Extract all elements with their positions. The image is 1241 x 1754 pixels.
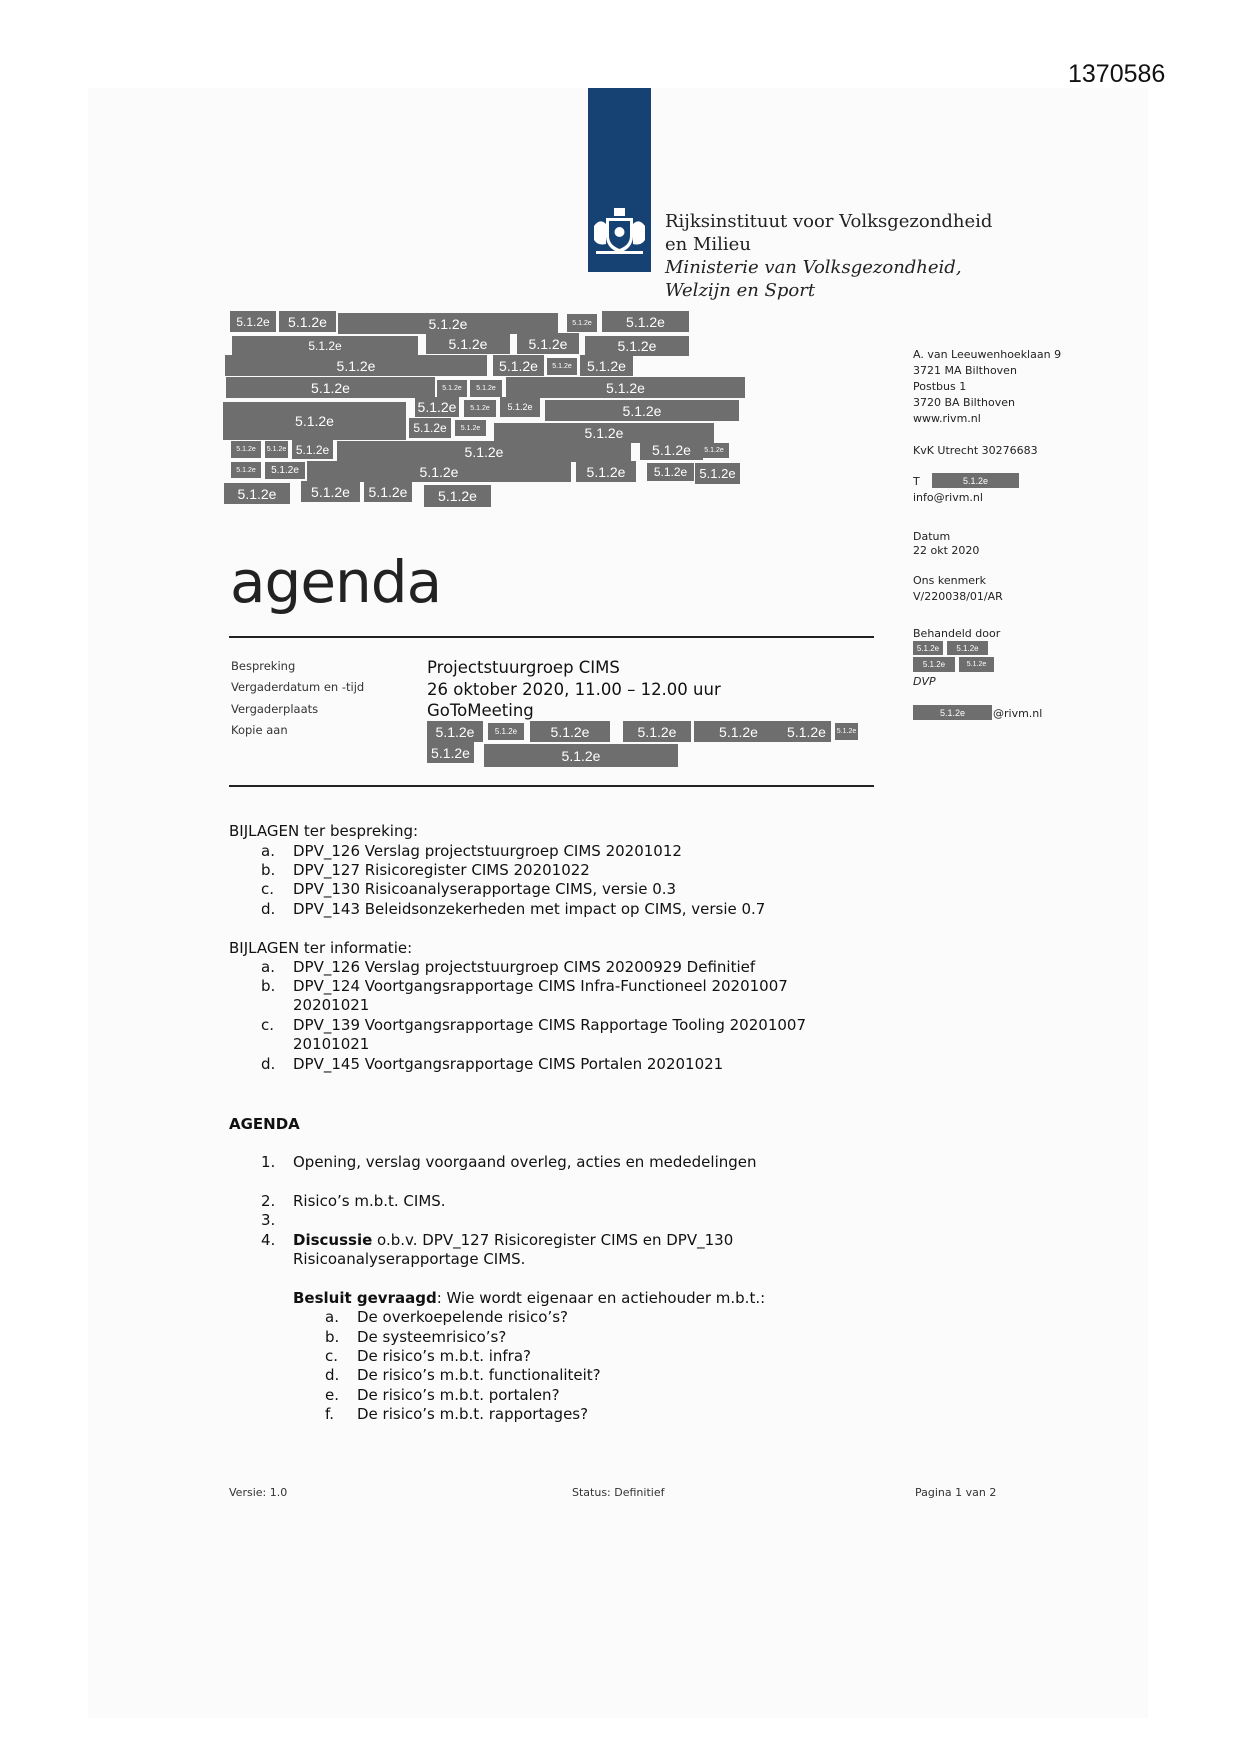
list-item-cont: 20101021 [293,1035,370,1053]
ministry-line-1: Ministerie van Volksgezondheid, [665,257,962,278]
address-line: Postbus 1 [913,380,967,393]
list-item: DPV_145 Voortgangsrapportage CIMS Portalen 20201021 [293,1055,724,1073]
email-link[interactable]: info@rivm.nl [913,491,983,504]
redaction: 5.1.2e [279,311,336,332]
redaction: 5.1.2e [488,723,524,740]
redaction: 5.1.2e [437,380,467,397]
redaction: 5.1.2e [307,461,571,482]
redaction: 5.1.2e [647,463,694,481]
address-line: 3720 BA Bilthoven [913,396,1015,409]
meeting-location: GoToMeeting [427,701,534,720]
org-line-2: en Milieu [665,234,751,255]
redaction: 5.1.2e [470,380,502,397]
redaction: 5.1.2e [913,657,955,672]
redaction: 5.1.2e [337,441,631,462]
label-datum: Vergaderdatum en -tijd [231,680,365,694]
redaction: 5.1.2e [545,400,739,421]
redaction: 5.1.2e [517,333,579,354]
page-title: agenda [230,548,442,616]
datum-value: 22 okt 2020 [913,544,980,557]
datum-label: Datum [913,530,951,543]
agenda-number: 1. [261,1153,276,1171]
divider [229,785,874,787]
redaction: 5.1.2e [585,336,689,356]
list-letter: b. [261,861,276,879]
document-number: 1370586 [1068,60,1166,88]
redaction: 5.1.2e [427,721,483,742]
discussie-text: o.b.v. DPV_127 Risicoregister CIMS en DPV_130 [372,1231,734,1249]
redaction: 5.1.2e [232,336,418,356]
agenda-heading: AGENDA [229,1115,300,1133]
redaction: 5.1.2e [464,400,496,417]
list-letter: a. [261,842,275,860]
list-item: DPV_124 Voortgangsrapportage CIMS Infra-Functioneel 20201007 [293,977,788,995]
redaction: 5.1.2e [567,314,597,332]
phone-label: T [913,475,920,488]
redaction: 5.1.2e [695,463,740,484]
discussie-bold: Discussie [293,1231,373,1249]
redaction: 5.1.2e [913,705,992,720]
redaction: 5.1.2e [230,311,276,332]
footer-pagina: Pagina 1 van 2 [915,1486,997,1499]
list-letter: c. [261,880,275,898]
crest-icon [592,206,647,256]
list-item: De risico’s m.b.t. portalen? [357,1386,560,1404]
redaction: 5.1.2e [602,311,689,332]
redaction: 5.1.2e [913,641,943,655]
list-letter: c. [261,1016,275,1034]
redaction: 5.1.2e [231,462,261,478]
list-item: De risico’s m.b.t. functionaliteit? [357,1366,601,1384]
list-letter: d. [325,1366,340,1384]
address-line: A. van Leeuwenhoeklaan 9 [913,348,1062,361]
behandeld-label: Behandeld door [913,627,1001,640]
kenmerk-label: Ons kenmerk [913,574,986,587]
redaction: 5.1.2e [494,423,714,443]
redaction: 5.1.2e [455,420,486,436]
redaction: 5.1.2e [493,355,544,376]
redaction: 5.1.2e [699,443,729,458]
redaction: 5.1.2e [426,333,510,354]
list-item: DPV_126 Verslag projectstuurgroep CIMS 20200929 Definitief [293,958,756,976]
department: DVP [913,675,936,688]
redaction: 5.1.2e [224,483,290,504]
redaction: 5.1.2e [415,397,459,417]
redaction: 5.1.2e [500,397,540,417]
redaction: 5.1.2e [484,744,678,767]
organisation-name [665,210,992,302]
redaction: 5.1.2e [506,377,745,398]
redaction: 5.1.2e [576,461,636,482]
besluit-text: : Wie wordt eigenaar en actiehouder m.b.t.: [436,1289,766,1307]
redaction: 5.1.2e [364,481,412,502]
besluit-bold: Besluit gevraagd [293,1289,437,1307]
address-block [913,347,1061,427]
redaction: 5.1.2e [292,440,333,459]
redaction: 5.1.2e [338,313,558,334]
redaction: 5.1.2e [427,742,474,763]
redaction: 5.1.2e [301,481,360,502]
besluit-line [293,1289,765,1309]
list-letter: d. [261,1055,276,1073]
redaction: 5.1.2e [424,485,491,507]
kenmerk-value: V/220038/01/AR [913,590,1003,603]
list-letter: a. [261,958,275,976]
list-item: DPV_127 Risicoregister CIMS 20201022 [293,861,590,879]
label-plaats: Vergaderplaats [231,702,319,716]
list-item: DPV_139 Voortgangsrapportage CIMS Rapportage Tooling 20201007 [293,1016,806,1034]
bijlagen-bespreking-heading: BIJLAGEN ter bespreking: [229,822,419,840]
redaction: 5.1.2e [226,377,435,398]
label-kopie: Kopie aan [231,723,288,737]
agenda-item-2: Risico’s m.b.t. CIMS. [293,1192,446,1210]
redaction: 5.1.2e [782,721,831,742]
redaction: 5.1.2e [547,358,577,375]
footer-versie: Versie: 1.0 [229,1486,288,1499]
list-item: De risico’s m.b.t. rapportages? [357,1405,589,1423]
agenda-number: 2. [261,1192,276,1210]
label-bespreking: Bespreking [231,659,296,673]
kvk-number: KvK Utrecht 30276683 [913,444,1038,457]
list-item: DPV_143 Beleidsonzekerheden met impact op CIMS, versie 0.7 [293,900,766,918]
redaction: 5.1.2e [225,355,487,376]
list-letter: d. [261,900,276,918]
divider [229,636,874,638]
redaction: 5.1.2e [835,723,858,740]
list-item: DPV_126 Verslag projectstuurgroep CIMS 20201012 [293,842,682,860]
redaction: 5.1.2e [947,641,988,655]
meeting-subject: Projectstuurgroep CIMS [427,658,620,677]
redaction: 5.1.2e [959,657,994,672]
list-letter: c. [325,1347,339,1365]
list-item-cont: 20201021 [293,996,370,1014]
redaction: 5.1.2e [231,441,261,458]
list-letter: b. [325,1328,340,1346]
email-suffix: @rivm.nl [993,707,1043,720]
list-item: DPV_130 Risicoanalyserapportage CIMS, versie 0.3 [293,880,677,898]
list-letter: f. [325,1405,334,1423]
redaction: 5.1.2e [694,721,783,742]
redaction: 5.1.2e [409,418,451,438]
list-letter: e. [325,1386,339,1404]
redaction: 5.1.2e [640,440,703,460]
footer-status: Status: Definitief [572,1486,665,1499]
list-letter: a. [325,1308,339,1326]
bijlagen-informatie-heading: BIJLAGEN ter informatie: [229,939,413,957]
website-link[interactable]: www.rivm.nl [913,412,981,425]
address-line: 3721 MA Bilthoven [913,364,1017,377]
list-item: De risico’s m.b.t. infra? [357,1347,532,1365]
ministry-line-2: Welzijn en Sport [665,280,816,301]
meeting-datetime: 26 oktober 2020, 11.00 – 12.00 uur [427,680,721,699]
redaction: 5.1.2e [530,721,610,742]
agenda-number: 4. [261,1231,276,1249]
redaction: 5.1.2e [580,355,633,376]
agenda-item-4 [293,1231,733,1251]
redaction: 5.1.2e [265,441,288,458]
agenda-item-1: Opening, verslag voorgaand overleg, acties en mededelingen [293,1153,757,1171]
org-line-1: Rijksinstituut voor Volksgezondheid [665,211,993,232]
redaction: 5.1.2e [265,462,305,479]
agenda-item-4-cont: Risicoanalyserapportage CIMS. [293,1250,526,1268]
list-letter: b. [261,977,276,995]
redaction: 5.1.2e [932,473,1019,488]
redaction: 5.1.2e [223,402,406,440]
list-item: De overkoepelende risico’s? [357,1308,569,1326]
list-item: De systeemrisico’s? [357,1328,507,1346]
redaction: 5.1.2e [623,721,691,742]
agenda-number: 3. [261,1211,276,1229]
